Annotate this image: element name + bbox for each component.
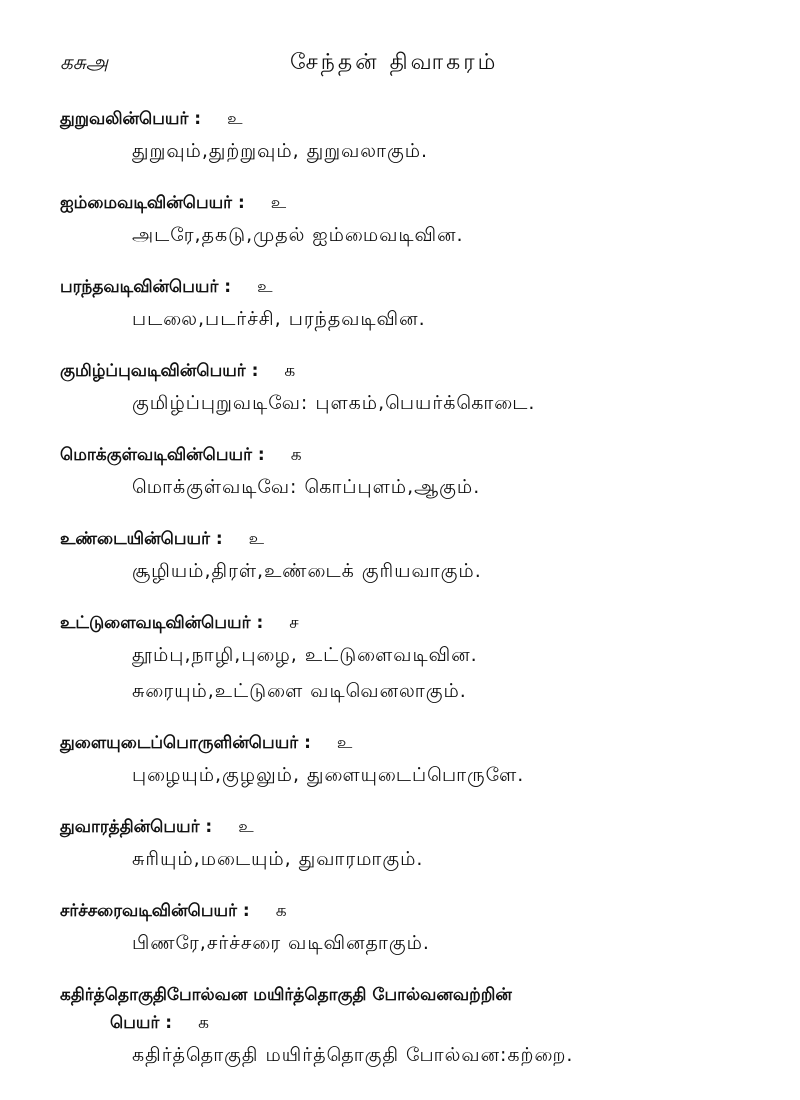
heading-text: கதிர்த்தொகுதிபோல்வன மயிர்த்தொகுதி போல்வனவற்றின்: [60, 985, 512, 1005]
entry: [60, 897, 760, 961]
entry-heading: [60, 357, 760, 385]
entry: [60, 273, 760, 337]
heading-text: குமிழ்ப்புவடிவின்பெயர் :: [60, 361, 259, 381]
verse-line: சுரையும்,உட்டுளை வடிவெனலாகும்.: [132, 680, 467, 702]
heading-text: சர்ச்சரைவடிவின்பெயர் :: [60, 901, 250, 921]
entry-heading: [60, 525, 760, 553]
page-number: கசுஅ: [60, 50, 109, 74]
entry-heading: [60, 441, 760, 469]
synonym-count: க: [290, 445, 302, 465]
synonym-count: உ: [257, 277, 273, 297]
synonym-count: க: [284, 361, 296, 381]
verse-line: புழையும்,குழலும், துளையுடைப்பொருளே.: [132, 764, 525, 786]
synonym-count: உ: [248, 529, 265, 549]
verse-line: சூழியம்,திரள்,உண்டைக் குரியவாகும்.: [132, 560, 482, 582]
heading-text: உட்டுளைவடிவின்பெயர் :: [60, 613, 264, 633]
entry: [60, 525, 760, 589]
verse-line: அடரே,தகடு,முதல் ஐம்மைவடிவின.: [132, 224, 464, 246]
synonym-count: உ: [336, 733, 353, 753]
entry: [60, 189, 760, 253]
entry-heading: [60, 981, 760, 1009]
verse-line: சுரியும்,மடையும், துவாரமாகும்.: [132, 848, 424, 870]
synonym-count: க: [198, 1013, 209, 1033]
heading-text: துறுவலின்பெயர் :: [60, 109, 202, 129]
entry: [60, 813, 760, 877]
entry: [60, 441, 760, 505]
entry-heading-continuation: [60, 1009, 760, 1037]
synonym-count: ச: [289, 613, 299, 633]
heading-text: மொக்குள்வடிவின்பெயர் :: [60, 445, 265, 465]
entry-list: [60, 105, 760, 1093]
heading-text: பரந்தவடிவின்பெயர் :: [60, 277, 232, 297]
entry: [60, 981, 760, 1073]
heading-text: ஐம்மைவடிவின்பெயர் :: [60, 193, 245, 213]
running-title: சேந்தன் திவாகரம்: [290, 50, 499, 75]
entry-heading: [60, 729, 760, 757]
entry-heading: [60, 897, 760, 925]
verse-line: மொக்குள்வடிவே: கொப்புளம்,ஆகும்.: [132, 476, 481, 498]
entry: [60, 357, 760, 421]
entry-heading: [60, 273, 760, 301]
verse-line: துறுவும்,துற்றுவும், துறுவலாகும்.: [132, 140, 429, 162]
verse-line: பிணரே,சர்ச்சரை வடிவினதாகும்.: [132, 932, 430, 954]
synonym-count: உ: [238, 817, 254, 837]
heading-text: துளையுடைப்பொருளின்பெயர் :: [60, 733, 311, 753]
verse-line: தூம்பு,நாழி,புழை, உட்டுளைவடிவின.: [132, 644, 478, 666]
synonym-count: க: [275, 901, 287, 921]
entry: [60, 105, 760, 169]
synonym-count: உ: [227, 109, 243, 129]
entry: [60, 609, 760, 709]
heading-text: உண்டையின்பெயர் :: [60, 529, 223, 549]
verse-line: கதிர்த்தொகுதி மயிர்த்தொகுதி போல்வன:கற்றை.: [132, 1044, 574, 1066]
page-header: [60, 50, 740, 90]
entry-heading: [60, 813, 760, 841]
synonym-count: உ: [270, 193, 287, 213]
entry-heading: [60, 105, 760, 133]
verse-line: படலை,படர்ச்சி, பரந்தவடிவின.: [132, 308, 426, 330]
heading-text: பெயர் :: [110, 1013, 173, 1033]
entry-heading: [60, 189, 760, 217]
verse-line: குமிழ்ப்புறுவடிவே: புளகம்,பெயர்க்கொடை.: [132, 392, 536, 414]
heading-text: துவாரத்தின்பெயர் :: [60, 817, 213, 837]
entry-heading: [60, 609, 760, 637]
entry: [60, 729, 760, 793]
